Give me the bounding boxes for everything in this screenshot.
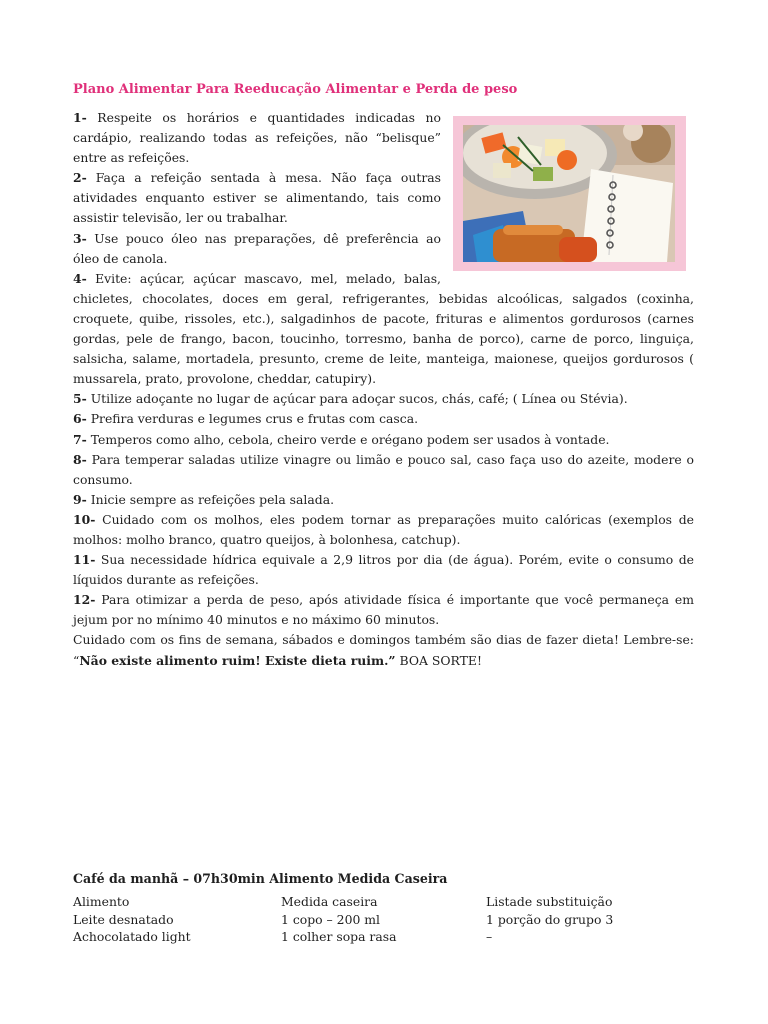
list-item: 10- Cuidado com os molhos, eles podem tornar as preparações muito calóricas (exemplos de molhos: molho branco, quatro queijos, à bolonhesa, catchup). bbox=[73, 511, 694, 547]
column-header: Medida caseira bbox=[281, 894, 378, 909]
list-item: 9- Inicie sempre as refeições pela salada. bbox=[73, 491, 335, 507]
table-row bbox=[73, 928, 694, 946]
list-item: 6- Prefira verduras e legumes crus e frutas com casca. bbox=[73, 411, 419, 427]
list-item: 11- Sua necessidade hídrica equivale a 2,9 litros por dia (de água). Porém, evite o consumo de líquidos durante as refeições. bbox=[73, 552, 694, 588]
list-item: 5- Utilize adoçante no lugar de açúcar para adoçar sucos, chás, café; ( Línea ou Stévia). bbox=[73, 391, 628, 407]
list-item: 8- Para temperar saladas utilize vinagre ou limão e pouco sal, caso faça uso do azeite, modere o consumo. bbox=[73, 451, 694, 487]
breakfast-table bbox=[73, 893, 694, 946]
table-cell: Achocolatado light bbox=[73, 929, 191, 944]
list-item-continuation: chicletes, chocolates, doces em geral, refrigerantes, bebidas alcoólicas, salgados (coxinha, croquete, quibe, rissoles, etc.), salgadinhos de pacote, frituras e alimentos gordurosos (carnes gordas, pele de frango, bacon, toucinho, torresmo, banha de porco), carne de porco, linguiça, salsicha, salame, mortadela, presunto, creme de leite, manteiga, maionese, queijos gordurosos ( mussarela, prato, provolone, cheddar, catupiry). bbox=[73, 290, 694, 387]
list-item: 2- Faça a refeição sentada à mesa. Não faça outras atividades enquanto estiver se alimentando, tais como assistir televisão, ler ou trabalhar. bbox=[73, 170, 441, 226]
table-header-row bbox=[73, 893, 694, 911]
closing-paragraph: Cuidado com os fins de semana, sábados e domingos também são dias de fazer dieta! Lembre-se: “Não existe alimento ruim! Existe dieta ruim.” BOA SORTE! bbox=[73, 632, 694, 668]
breakfast-section-title: Café da manhã – 07h30min Alimento Medida Caseira bbox=[73, 871, 448, 886]
table-cell: – bbox=[486, 929, 493, 944]
column-header: Listade substituição bbox=[486, 894, 613, 909]
list-item: 7- Temperos como alho, cebola, cheiro verde e orégano podem ser usados à vontade. bbox=[73, 431, 610, 447]
table-cell: Leite desnatado bbox=[73, 911, 174, 927]
table-cell: 1 copo – 200 ml bbox=[281, 911, 380, 927]
column-header: Alimento bbox=[73, 894, 130, 909]
recommendations-list bbox=[73, 108, 694, 671]
list-item: 12- Para otimizar a perda de peso, após atividade física é importante que você permaneça em jejum por no mínimo 40 minutos e no máximo 60 minutos. bbox=[73, 592, 694, 628]
document-title: Plano Alimentar Para Reeducação Alimentar e Perda de peso bbox=[73, 82, 518, 97]
table-cell: 1 colher sopa rasa bbox=[281, 929, 397, 944]
list-item: 3- Use pouco óleo nas preparações, dê preferência ao óleo de canola. bbox=[73, 230, 441, 266]
list-item: 4- Evite: açúcar, açúcar mascavo, mel, melado, balas, bbox=[73, 270, 441, 286]
table-row bbox=[73, 911, 694, 929]
list-item: 1- Respeite os horários e quantidades indicadas no cardápio, realizando todas as refeições, não “belisque” entre as refeições. bbox=[73, 110, 441, 166]
table-cell: 1 porção do grupo 3 bbox=[486, 911, 614, 927]
